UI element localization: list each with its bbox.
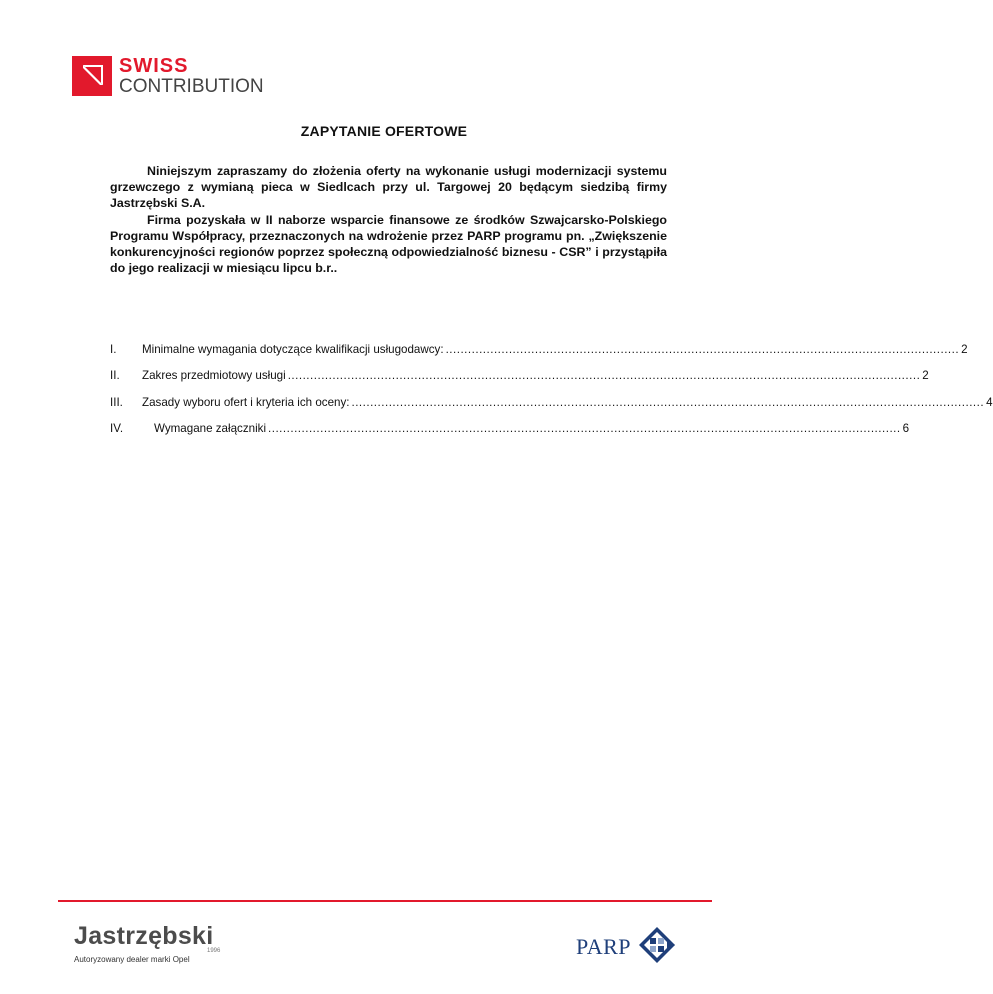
toc-leader-dots: ..........................................................................................................................................................................	[287, 369, 921, 383]
toc-leader-dots: ..........................................................................................................................................................................	[268, 422, 901, 436]
toc-number: III.	[110, 395, 123, 409]
jastrzebski-tagline: Autoryzowany dealer marki Opel	[74, 955, 190, 964]
document-title: ZAPYTANIE OFERTOWE	[300, 123, 468, 139]
parp-logo	[576, 925, 696, 969]
logo-line-swiss: SWISS	[119, 55, 189, 77]
jastrzebski-logo	[74, 922, 234, 970]
table-of-contents	[110, 343, 993, 449]
toc-page-number: 6	[902, 422, 910, 436]
toc-page-number: 4	[986, 395, 993, 409]
logo-wordmark	[119, 56, 264, 96]
parp-wordmark: PARP	[576, 934, 632, 959]
logo-line-contribution: CONTRIBUTION	[119, 76, 264, 97]
toc-entry[interactable]	[110, 395, 993, 410]
jastrzebski-year: 1996	[207, 948, 221, 954]
toc-entry[interactable]	[110, 343, 968, 357]
toc-page-number: 2	[922, 369, 929, 383]
toc-label[interactable]: Zasady wyboru ofert i kryteria ich oceny:	[142, 395, 350, 409]
toc-label[interactable]: Minimalne wymagania dotyczące kwalifikacji usługodawcy:	[142, 343, 444, 356]
paragraph-invitation: Niniejszym zapraszamy do złożenia oferty na wykonanie usługi modernizacji systemu grzewczego z wymianą pieca w Siedlcach przy ul. Targowej 20 będącym siedzibą firmy Jastrzębski S.A.	[110, 164, 667, 211]
toc-number: II.	[110, 369, 120, 383]
toc-entry[interactable]	[110, 422, 910, 436]
parp-arrows-icon	[637, 925, 677, 970]
toc-number: IV.	[110, 422, 124, 436]
jastrzebski-wordmark: Jastrzębski	[74, 922, 214, 950]
swiss-contribution-logo	[72, 54, 264, 98]
document-body	[110, 163, 667, 276]
toc-number: I.	[110, 343, 117, 356]
toc-label[interactable]: Zakres przedmiotowy usługi	[142, 369, 286, 383]
toc-label[interactable]: Wymagane załączniki	[154, 422, 267, 436]
paragraph-funding: Firma pozyskała w II naborze wsparcie finansowe ze środków Szwajcarsko-Polskiego Programu Współpracy, przeznaczonych na wdrożenie przez PARP programu pn. „Zwiększenie konkurencyjności regionów poprzez społeczną odpowiedzialność biznesu - CSR” i przystąpiła do jego realizacji w miesiącu lipcu b.r..	[110, 212, 667, 276]
footer-rule	[58, 900, 712, 902]
toc-leader-dots: ..........................................................................................................................................................................	[351, 395, 985, 409]
toc-page-number: 2	[961, 343, 968, 356]
toc-leader-dots: ..........................................................................................................................................	[445, 343, 960, 356]
swiss-contribution-mark-icon	[72, 56, 112, 96]
toc-entry[interactable]	[110, 369, 929, 383]
